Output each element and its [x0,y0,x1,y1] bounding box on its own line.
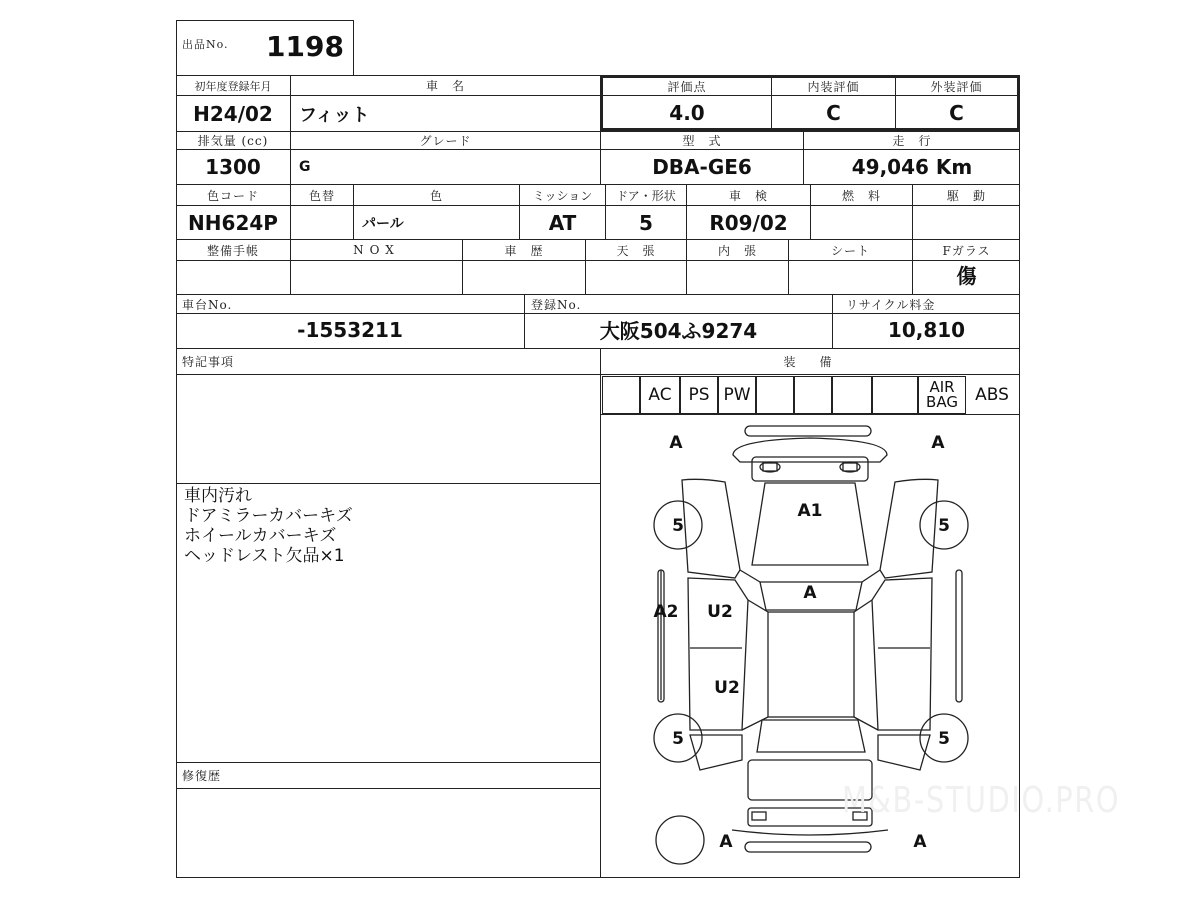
registration-value: 大阪504ふ9274 [599,319,758,343]
note-line: ヘッドレスト欠品×1 [184,546,345,566]
drive-label: 駆 動 [946,188,986,203]
mark-front-bumper-right: A [931,433,945,453]
equipment-abs: ABS [975,384,1009,405]
fuel-value [811,206,912,239]
equipment-slot [794,376,832,414]
interior-trim-value [687,261,788,294]
note-line: 車内汚れ [184,486,252,506]
equipment-slot [756,376,794,414]
grade-value: G [299,159,311,175]
equipment-pw: PW [718,376,756,414]
chassis-value: -1553211 [297,317,403,342]
note-line: ドアミラーカバーキズ [184,506,353,526]
doors-value: 5 [639,210,653,235]
registration-label: 登録No. [531,297,582,312]
roof-label: 天 張 [616,243,656,258]
notes-list [184,486,353,566]
equipment-airbag: AIR BAG [918,376,966,414]
inspection-value: R09/02 [709,210,788,235]
repair-label: 修復歴 [182,769,222,783]
mark-left-rear-door: U2 [714,678,740,698]
equipment-ac: AC [640,376,680,414]
color-value: パール [362,215,404,232]
lot-number: 1198 [266,29,344,63]
nox-label: NOX [353,243,400,257]
seat-label: シート [830,243,870,258]
transmission-label: ミッション [532,188,593,203]
chassis-label: 車台No. [182,297,233,312]
notes-label: 特記事項 [182,355,235,369]
divider [176,788,600,789]
divider [176,483,600,484]
lot-label: 出品No. [182,38,229,51]
equipment-row [602,376,1018,413]
color-code-value: NH624P [188,210,278,235]
f-glass-label: Fガラス [942,243,991,258]
recycle-label: リサイクル料金 [846,297,936,312]
score-label: 評価点 [667,79,707,94]
mark-left-front-door: A2 [653,602,679,622]
interior-trim-label: 内 張 [717,243,757,258]
mark-rear-bumper-right: A [913,832,927,852]
mark-windshield: A1 [797,501,823,521]
f-glass-value: 傷 [956,264,977,288]
mark-wheel-fr: 5 [938,516,950,536]
seat-value [789,261,912,294]
equipment-label: 装 備 [783,355,838,369]
watermark: M&B-STUDIO.PRO [842,780,1121,821]
nox-value [291,261,462,294]
mark-left-front-door-inner: U2 [707,602,733,622]
displacement-value: 1300 [205,155,261,179]
recycle-value: 10,810 [887,317,966,342]
roof-value [586,261,686,294]
color-change-value [291,206,353,239]
mark-wheel-rr: 5 [938,729,950,749]
mark-roof: A [803,583,817,603]
mileage-value: 49,046 Km [851,155,973,179]
color-code-label: 色コード [206,188,259,203]
equipment-slot [602,376,640,414]
doors-label: ドア・形状 [616,188,676,203]
score-value: 4.0 [669,100,705,125]
color-label: 色 [429,188,443,203]
interior-label: 内装評価 [807,79,860,94]
exterior-value: C [949,100,964,125]
car-name-label: 車 名 [425,79,465,93]
car-name-value: フィット [299,104,370,126]
equipment-ps: PS [680,376,718,414]
drive-value [913,206,1020,239]
model-label: 型 式 [682,134,722,148]
displacement-label: 排気量 (cc) [197,134,269,148]
exterior-label: 外装評価 [930,79,983,94]
mark-wheel-fl: 5 [672,516,684,536]
history-label: 車 歴 [504,243,544,258]
mileage-label: 走 行 [892,134,932,148]
maintenance-label: 整備手帳 [206,243,259,258]
interior-value: C [826,100,841,125]
fuel-label: 燃 料 [841,188,881,203]
transmission-value: AT [548,210,577,235]
equipment-slot [832,376,872,414]
mark-rear-bumper-left: A [719,832,733,852]
grade-label: グレード [419,134,472,148]
inspection-label: 車 検 [728,188,768,203]
history-value [463,261,585,294]
equipment-slot [872,376,918,414]
reg-date-label: 初年度登録年月 [194,79,272,93]
divider [176,374,1020,375]
color-change-label: 色替 [308,188,335,203]
model-value: DBA-GE6 [652,155,752,179]
maintenance-value [176,261,290,294]
reg-date-value: H24/02 [193,101,273,126]
note-line: ホイールカバーキズ [184,526,337,546]
mark-wheel-rl: 5 [672,729,684,749]
mark-front-bumper-left: A [669,433,683,453]
